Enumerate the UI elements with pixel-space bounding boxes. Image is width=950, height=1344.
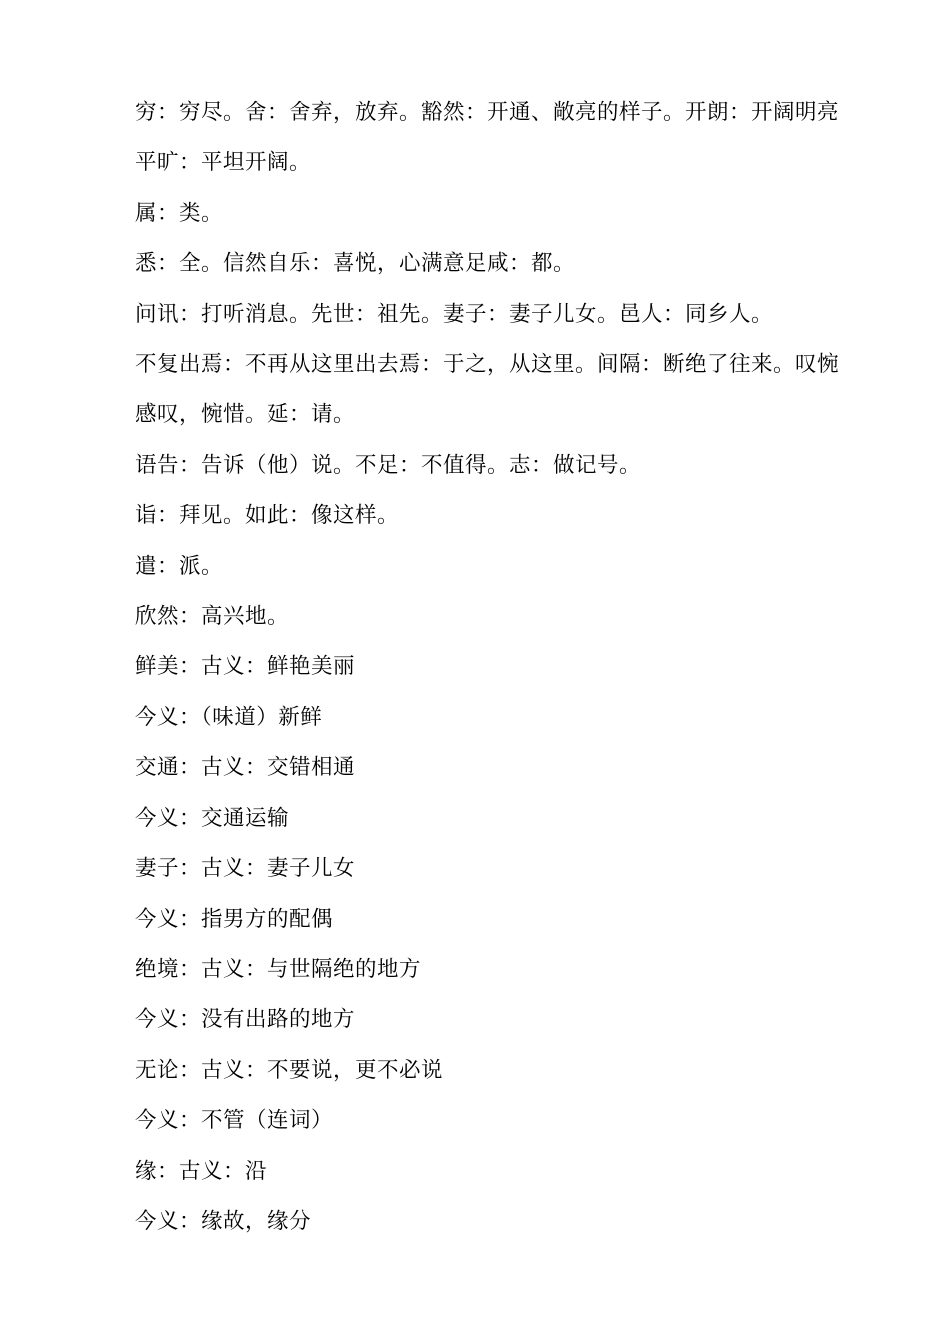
text-line: 平旷：平坦开阔。 [135,150,312,176]
text-line: 缘：古义：沿 [135,1158,268,1184]
text-line: 妻子：古义：妻子儿女 [135,856,356,882]
text-line: 交通：古义：交错相通 [135,755,356,781]
text-line: 诣：拜见。如此：像这样。 [135,503,400,529]
text-line: 属：类。 [135,200,224,226]
text-line: 无论：古义：不要说，更不必说 [135,1057,444,1083]
text-line: 鲜美：古义：鲜艳美丽 [135,654,356,680]
text-line: 今义：没有出路的地方 [135,1007,356,1033]
text-line: 今义：不管（连词） [135,1108,334,1134]
text-line: 绝境：古义：与世隔绝的地方 [135,956,422,982]
text-line: 今义：交通运输 [135,805,290,831]
document-page [135,88,875,1247]
text-line: 不复出焉：不再从这里出去焉：于之，从这里。间隔：断绝了往来。叹惋 [135,352,840,378]
text-line: 语告：告诉（他）说。不足：不值得。志：做记号。 [135,452,642,478]
text-line: 遣：派。 [135,553,224,579]
text-line: 穷：穷尽。舍：舍弃，放弃。豁然：开通、敞亮的样子。开朗：开阔明亮 [135,100,840,125]
text-line: 感叹，惋惜。延：请。 [135,402,356,428]
text-line: 悉：全。信然自乐：喜悦，心满意足咸：都。 [135,251,576,277]
text-line: 今义：指男方的配偶 [135,906,334,932]
text-line: 问讯：打听消息。先世：祖先。妻子：妻子儿女。邑人：同乡人。 [135,301,774,327]
text-line: 今义：（味道）新鲜 [135,704,323,730]
text-line: 欣然：高兴地。 [135,604,290,630]
text-line: 今义：缘故，缘分 [135,1208,312,1234]
